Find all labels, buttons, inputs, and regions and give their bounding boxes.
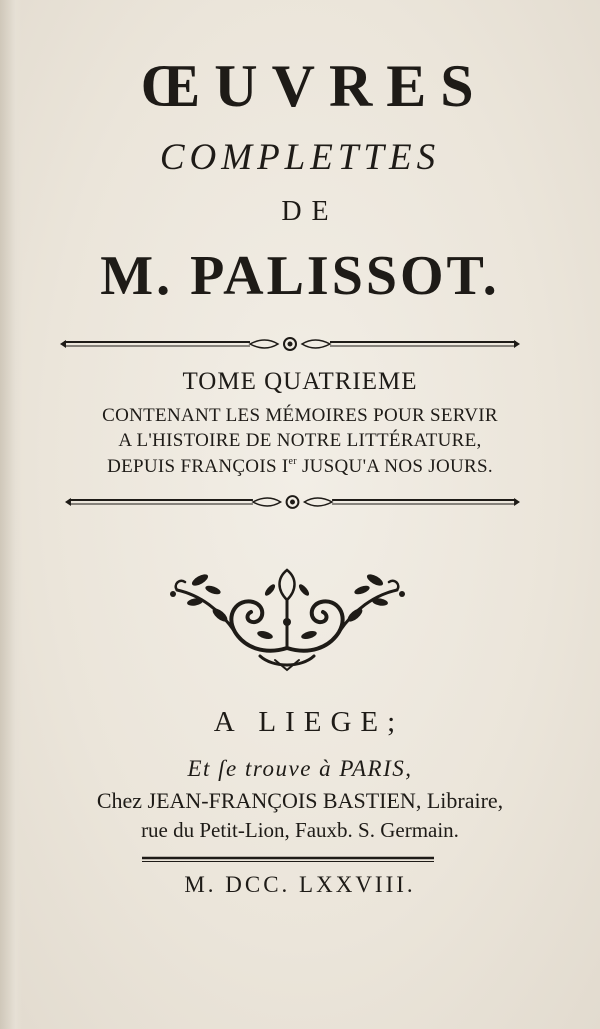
author-name: M. PALISSOT. bbox=[100, 245, 500, 307]
imprint-rule bbox=[142, 855, 434, 863]
volume-description-line-3 bbox=[0, 456, 600, 478]
volume-description-line-2: A L'HISTOIRE DE NOTRE LITTÉRATURE, bbox=[118, 430, 482, 451]
description-text-end: JUSQU'A NOS JOURS. bbox=[296, 456, 493, 477]
title-completes: COMPLETTES bbox=[159, 137, 441, 178]
acanthus-vignette-ornament bbox=[165, 560, 410, 672]
imprint-bookseller-line: Chez JEAN-FRANÇOIS BASTIEN, Libraire, bbox=[96, 788, 504, 813]
volume-description-line-1: CONTENANT LES MÉMOIRES POUR SERVIR bbox=[102, 405, 498, 426]
publication-place: A LIEGE; bbox=[213, 706, 405, 738]
volume-heading: TOME QUATRIEME bbox=[182, 368, 418, 395]
title-oeuvres: ŒUVRES bbox=[140, 53, 488, 119]
publication-date: M. DCC. LXXVIII. bbox=[184, 872, 416, 897]
description-text-start: DEPUIS FRANÇOIS I bbox=[107, 456, 289, 477]
imprint-address-line: rue du Petit-Lion, Fauxb. S. Germain. bbox=[141, 818, 459, 842]
upper-ornamental-rule bbox=[60, 335, 520, 353]
lower-ornamental-rule bbox=[65, 493, 520, 511]
title-de: DE bbox=[281, 196, 339, 227]
superscript-er: er bbox=[288, 456, 297, 467]
imprint-paris-line: Et ſe trouve à PARIS, bbox=[187, 756, 413, 781]
